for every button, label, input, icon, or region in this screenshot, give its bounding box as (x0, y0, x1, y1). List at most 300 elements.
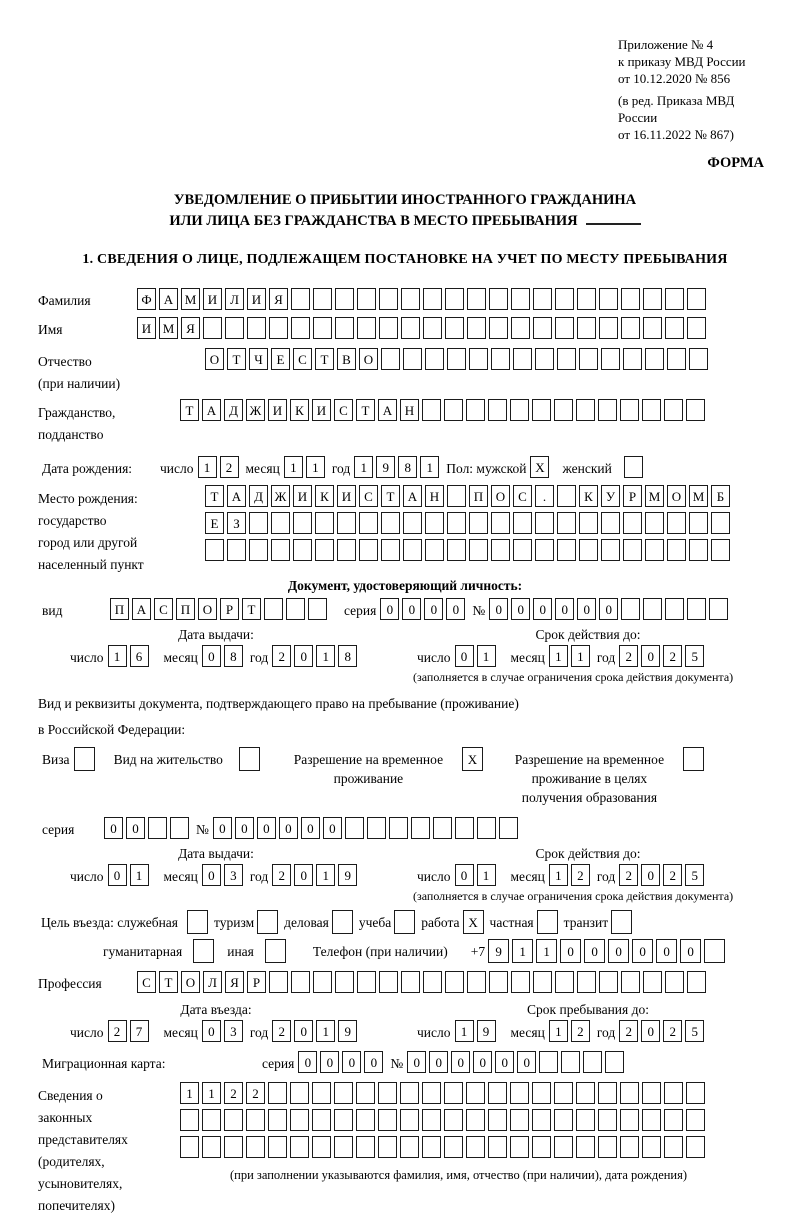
form-cell[interactable] (687, 288, 706, 310)
form-cell[interactable]: 2 (663, 864, 682, 886)
form-cell[interactable] (477, 817, 496, 839)
form-cell[interactable]: 1 (316, 645, 335, 667)
form-cell[interactable] (469, 512, 488, 534)
form-cell[interactable]: 9 (477, 1020, 496, 1042)
form-cell[interactable]: 0 (517, 1051, 536, 1073)
form-cell[interactable] (205, 539, 224, 561)
form-cell[interactable] (689, 348, 708, 370)
form-cell[interactable]: О (491, 485, 510, 507)
form-cell[interactable] (621, 317, 640, 339)
form-cell[interactable]: Е (205, 512, 224, 534)
form-cell[interactable]: 0 (560, 939, 581, 963)
form-cell[interactable] (532, 1109, 551, 1131)
form-cell[interactable] (513, 348, 532, 370)
form-cell[interactable] (488, 1082, 507, 1104)
form-cell[interactable]: 9 (376, 456, 395, 478)
form-cell[interactable] (620, 1136, 639, 1158)
form-cell[interactable] (532, 399, 551, 421)
form-cell[interactable]: 1 (316, 1020, 335, 1042)
form-cell[interactable]: 0 (402, 598, 421, 620)
form-cell[interactable] (554, 399, 573, 421)
form-cell[interactable]: 2 (272, 1020, 291, 1042)
form-cell[interactable] (356, 1082, 375, 1104)
form-cell[interactable]: 0 (294, 864, 313, 886)
form-cell[interactable] (444, 1082, 463, 1104)
form-cell[interactable]: Ч (249, 348, 268, 370)
form-cell[interactable] (291, 971, 310, 993)
form-cell[interactable]: 2 (571, 864, 590, 886)
form-cell[interactable]: И (137, 317, 156, 339)
form-cell[interactable] (359, 539, 378, 561)
form-cell[interactable]: 0 (641, 645, 660, 667)
form-cell[interactable]: 0 (455, 864, 474, 886)
form-cell[interactable] (623, 512, 642, 534)
form-cell[interactable]: 3 (224, 864, 243, 886)
form-cell[interactable] (642, 1082, 661, 1104)
form-cell[interactable]: 0 (213, 817, 232, 839)
form-cell[interactable] (423, 971, 442, 993)
form-cell[interactable] (554, 1109, 573, 1131)
form-cell[interactable] (645, 539, 664, 561)
form-cell[interactable] (535, 348, 554, 370)
form-cell[interactable] (269, 971, 288, 993)
form-cell[interactable] (510, 1136, 529, 1158)
form-cell[interactable] (686, 1136, 705, 1158)
form-cell[interactable]: Б (711, 485, 730, 507)
form-cell[interactable] (620, 1109, 639, 1131)
form-cell[interactable]: 9 (338, 1020, 357, 1042)
form-cell[interactable] (579, 539, 598, 561)
form-cell[interactable] (269, 317, 288, 339)
form-cell[interactable] (447, 348, 466, 370)
form-cell[interactable]: 2 (272, 864, 291, 886)
form-cell[interactable]: 5 (685, 1020, 704, 1042)
form-cell[interactable]: 2 (619, 864, 638, 886)
form-cell[interactable] (381, 512, 400, 534)
form-cell[interactable] (422, 1136, 441, 1158)
form-cell[interactable]: И (293, 485, 312, 507)
form-cell[interactable] (291, 317, 310, 339)
form-cell[interactable] (499, 817, 518, 839)
form-cell[interactable]: У (601, 485, 620, 507)
form-cell[interactable] (389, 817, 408, 839)
form-cell[interactable] (665, 288, 684, 310)
form-cell[interactable]: К (290, 399, 309, 421)
form-cell[interactable]: 0 (680, 939, 701, 963)
form-cell[interactable] (249, 539, 268, 561)
form-cell[interactable] (621, 598, 640, 620)
form-cell[interactable] (345, 817, 364, 839)
form-cell[interactable]: 1 (130, 864, 149, 886)
form-cell[interactable] (422, 399, 441, 421)
form-cell[interactable]: Т (227, 348, 246, 370)
form-cell[interactable] (621, 971, 640, 993)
form-cell[interactable] (445, 288, 464, 310)
form-cell[interactable]: 1 (512, 939, 533, 963)
form-cell[interactable]: Т (315, 348, 334, 370)
form-cell[interactable]: 1 (284, 456, 303, 478)
purpose-humanitarian-checkbox[interactable] (193, 939, 214, 963)
form-cell[interactable]: 1 (549, 1020, 568, 1042)
form-cell[interactable] (576, 1082, 595, 1104)
form-cell[interactable] (203, 317, 222, 339)
form-cell[interactable] (665, 598, 684, 620)
form-cell[interactable]: 1 (306, 456, 325, 478)
form-cell[interactable]: 2 (224, 1082, 243, 1104)
form-cell[interactable] (645, 512, 664, 534)
form-cell[interactable] (599, 971, 618, 993)
form-cell[interactable] (357, 317, 376, 339)
purpose-study-checkbox[interactable] (394, 910, 415, 934)
form-cell[interactable] (315, 512, 334, 534)
rvp-edu-checkbox[interactable] (683, 747, 704, 771)
form-cell[interactable] (469, 539, 488, 561)
form-cell[interactable] (511, 317, 530, 339)
form-cell[interactable]: 0 (632, 939, 653, 963)
form-cell[interactable]: 0 (608, 939, 629, 963)
form-cell[interactable] (313, 317, 332, 339)
form-cell[interactable]: В (337, 348, 356, 370)
form-cell[interactable]: 0 (104, 817, 123, 839)
form-cell[interactable] (687, 971, 706, 993)
form-cell[interactable] (423, 317, 442, 339)
form-cell[interactable]: 0 (555, 598, 574, 620)
form-cell[interactable] (686, 1109, 705, 1131)
form-cell[interactable] (148, 817, 167, 839)
form-cell[interactable]: С (359, 485, 378, 507)
form-cell[interactable]: 1 (549, 864, 568, 886)
form-cell[interactable]: А (132, 598, 151, 620)
form-cell[interactable] (554, 1082, 573, 1104)
form-cell[interactable] (689, 512, 708, 534)
visa-checkbox[interactable] (74, 747, 95, 771)
form-cell[interactable]: Я (181, 317, 200, 339)
form-cell[interactable] (533, 971, 552, 993)
form-cell[interactable] (491, 539, 510, 561)
form-cell[interactable]: К (315, 485, 334, 507)
form-cell[interactable]: 2 (220, 456, 239, 478)
form-cell[interactable]: 1 (180, 1082, 199, 1104)
form-cell[interactable]: С (513, 485, 532, 507)
form-cell[interactable]: И (268, 399, 287, 421)
form-cell[interactable]: 0 (584, 939, 605, 963)
form-cell[interactable] (246, 1136, 265, 1158)
form-cell[interactable] (271, 539, 290, 561)
form-cell[interactable]: И (203, 288, 222, 310)
form-cell[interactable] (576, 1136, 595, 1158)
form-cell[interactable] (532, 1136, 551, 1158)
form-cell[interactable]: А (403, 485, 422, 507)
form-cell[interactable]: 0 (511, 598, 530, 620)
form-cell[interactable] (579, 348, 598, 370)
form-cell[interactable]: Ж (246, 399, 265, 421)
form-cell[interactable] (315, 539, 334, 561)
form-cell[interactable] (400, 1136, 419, 1158)
form-cell[interactable] (711, 512, 730, 534)
form-cell[interactable]: К (579, 485, 598, 507)
form-cell[interactable]: 9 (338, 864, 357, 886)
form-cell[interactable] (623, 348, 642, 370)
form-cell[interactable] (400, 1109, 419, 1131)
form-cell[interactable] (687, 317, 706, 339)
form-cell[interactable]: О (198, 598, 217, 620)
form-cell[interactable] (227, 539, 246, 561)
form-cell[interactable] (356, 1109, 375, 1131)
form-cell[interactable] (290, 1109, 309, 1131)
form-cell[interactable] (444, 1136, 463, 1158)
form-cell[interactable]: М (689, 485, 708, 507)
form-cell[interactable] (401, 317, 420, 339)
form-cell[interactable] (643, 288, 662, 310)
form-cell[interactable] (555, 317, 574, 339)
form-cell[interactable]: 1 (549, 645, 568, 667)
form-cell[interactable]: 0 (342, 1051, 361, 1073)
sex-female-checkbox[interactable] (624, 456, 643, 478)
form-cell[interactable]: 2 (619, 1020, 638, 1042)
form-cell[interactable]: 1 (202, 1082, 221, 1104)
form-cell[interactable] (293, 512, 312, 534)
form-cell[interactable] (447, 539, 466, 561)
form-cell[interactable]: 0 (656, 939, 677, 963)
form-cell[interactable] (511, 288, 530, 310)
form-cell[interactable]: 5 (685, 645, 704, 667)
form-cell[interactable] (381, 539, 400, 561)
form-cell[interactable]: П (176, 598, 195, 620)
purpose-other-checkbox[interactable] (265, 939, 286, 963)
form-cell[interactable] (533, 317, 552, 339)
form-cell[interactable]: 0 (407, 1051, 426, 1073)
form-cell[interactable] (620, 399, 639, 421)
form-cell[interactable]: 0 (108, 864, 127, 886)
form-cell[interactable] (686, 1082, 705, 1104)
form-cell[interactable]: 0 (641, 1020, 660, 1042)
form-cell[interactable] (557, 485, 576, 507)
form-cell[interactable] (357, 288, 376, 310)
form-cell[interactable] (249, 512, 268, 534)
form-cell[interactable] (202, 1136, 221, 1158)
form-cell[interactable] (466, 1136, 485, 1158)
form-cell[interactable] (576, 399, 595, 421)
form-cell[interactable] (291, 288, 310, 310)
form-cell[interactable]: М (181, 288, 200, 310)
form-cell[interactable] (247, 317, 266, 339)
form-cell[interactable] (170, 817, 189, 839)
form-cell[interactable]: 1 (316, 864, 335, 886)
form-cell[interactable] (379, 971, 398, 993)
residence-permit-checkbox[interactable] (239, 747, 260, 771)
form-cell[interactable]: 0 (298, 1051, 317, 1073)
form-cell[interactable]: 0 (455, 645, 474, 667)
purpose-transit-checkbox[interactable] (611, 910, 632, 934)
form-cell[interactable]: 7 (130, 1020, 149, 1042)
form-cell[interactable] (422, 1109, 441, 1131)
form-cell[interactable]: Т (242, 598, 261, 620)
form-cell[interactable] (489, 288, 508, 310)
form-cell[interactable] (687, 598, 706, 620)
form-cell[interactable]: 0 (320, 1051, 339, 1073)
form-cell[interactable] (356, 1136, 375, 1158)
form-cell[interactable]: 0 (257, 817, 276, 839)
form-cell[interactable] (642, 399, 661, 421)
form-cell[interactable] (312, 1109, 331, 1131)
form-cell[interactable] (557, 539, 576, 561)
form-cell[interactable]: Р (247, 971, 266, 993)
form-cell[interactable]: 5 (685, 864, 704, 886)
form-cell[interactable] (555, 971, 574, 993)
form-cell[interactable]: Т (356, 399, 375, 421)
form-cell[interactable]: 2 (663, 1020, 682, 1042)
form-cell[interactable]: 0 (424, 598, 443, 620)
form-cell[interactable] (686, 399, 705, 421)
form-cell[interactable] (264, 598, 283, 620)
form-cell[interactable] (312, 1136, 331, 1158)
form-cell[interactable]: О (667, 485, 686, 507)
form-cell[interactable] (489, 317, 508, 339)
form-cell[interactable] (401, 288, 420, 310)
form-cell[interactable]: А (227, 485, 246, 507)
form-cell[interactable] (642, 1136, 661, 1158)
form-cell[interactable]: 3 (224, 1020, 243, 1042)
form-cell[interactable]: Л (203, 971, 222, 993)
form-cell[interactable]: 8 (224, 645, 243, 667)
form-cell[interactable] (598, 1109, 617, 1131)
form-cell[interactable] (447, 512, 466, 534)
form-cell[interactable] (709, 598, 728, 620)
form-cell[interactable] (268, 1082, 287, 1104)
form-cell[interactable]: О (205, 348, 224, 370)
form-cell[interactable] (334, 1082, 353, 1104)
form-cell[interactable] (313, 288, 332, 310)
form-cell[interactable]: 0 (446, 598, 465, 620)
form-cell[interactable]: 1 (420, 456, 439, 478)
form-cell[interactable]: 0 (577, 598, 596, 620)
form-cell[interactable] (513, 512, 532, 534)
form-cell[interactable]: О (181, 971, 200, 993)
form-cell[interactable]: 1 (571, 645, 590, 667)
form-cell[interactable]: И (247, 288, 266, 310)
form-cell[interactable] (664, 1082, 683, 1104)
form-cell[interactable]: 0 (202, 864, 221, 886)
form-cell[interactable]: 0 (429, 1051, 448, 1073)
form-cell[interactable]: Н (425, 485, 444, 507)
form-cell[interactable]: 0 (380, 598, 399, 620)
form-cell[interactable]: Л (225, 288, 244, 310)
form-cell[interactable] (357, 971, 376, 993)
form-cell[interactable] (620, 1082, 639, 1104)
form-cell[interactable]: . (535, 485, 554, 507)
form-cell[interactable] (577, 288, 596, 310)
form-cell[interactable] (308, 598, 327, 620)
purpose-business-checkbox[interactable] (332, 910, 353, 934)
form-cell[interactable]: 0 (451, 1051, 470, 1073)
form-cell[interactable] (665, 317, 684, 339)
form-cell[interactable]: 2 (272, 645, 291, 667)
form-cell[interactable]: 0 (294, 1020, 313, 1042)
form-cell[interactable]: 6 (130, 645, 149, 667)
form-cell[interactable] (337, 539, 356, 561)
form-cell[interactable] (466, 1109, 485, 1131)
form-cell[interactable] (535, 539, 554, 561)
form-cell[interactable] (599, 317, 618, 339)
form-cell[interactable] (445, 971, 464, 993)
form-cell[interactable] (489, 971, 508, 993)
form-cell[interactable] (400, 1082, 419, 1104)
form-cell[interactable] (598, 399, 617, 421)
form-cell[interactable] (667, 348, 686, 370)
form-cell[interactable]: 0 (323, 817, 342, 839)
form-cell[interactable]: 0 (202, 645, 221, 667)
form-cell[interactable] (286, 598, 305, 620)
form-cell[interactable]: 2 (571, 1020, 590, 1042)
form-cell[interactable]: 0 (364, 1051, 383, 1073)
form-cell[interactable] (664, 1109, 683, 1131)
form-cell[interactable] (510, 1082, 529, 1104)
form-cell[interactable]: 8 (398, 456, 417, 478)
form-cell[interactable] (367, 817, 386, 839)
form-cell[interactable] (598, 1082, 617, 1104)
form-cell[interactable] (224, 1109, 243, 1131)
form-cell[interactable] (466, 399, 485, 421)
form-cell[interactable]: 1 (354, 456, 373, 478)
form-cell[interactable] (467, 317, 486, 339)
form-cell[interactable] (290, 1136, 309, 1158)
form-cell[interactable] (180, 1136, 199, 1158)
form-cell[interactable]: А (202, 399, 221, 421)
form-cell[interactable] (467, 288, 486, 310)
form-cell[interactable] (664, 1136, 683, 1158)
form-cell[interactable]: 0 (279, 817, 298, 839)
form-cell[interactable] (379, 317, 398, 339)
form-cell[interactable] (378, 1082, 397, 1104)
form-cell[interactable] (334, 1109, 353, 1131)
form-cell[interactable] (557, 348, 576, 370)
form-cell[interactable] (335, 317, 354, 339)
form-cell[interactable] (313, 971, 332, 993)
form-cell[interactable] (711, 539, 730, 561)
form-cell[interactable] (378, 1109, 397, 1131)
form-cell[interactable] (533, 288, 552, 310)
form-cell[interactable] (667, 539, 686, 561)
purpose-private-checkbox[interactable] (537, 910, 558, 934)
form-cell[interactable]: 0 (495, 1051, 514, 1073)
form-cell[interactable] (665, 971, 684, 993)
form-cell[interactable] (643, 971, 662, 993)
form-cell[interactable]: Н (400, 399, 419, 421)
form-cell[interactable] (642, 1109, 661, 1131)
form-cell[interactable]: 0 (533, 598, 552, 620)
form-cell[interactable] (455, 817, 474, 839)
form-cell[interactable]: 0 (126, 817, 145, 839)
form-cell[interactable] (444, 399, 463, 421)
purpose-official-checkbox[interactable] (187, 910, 208, 934)
form-cell[interactable] (605, 1051, 624, 1073)
form-cell[interactable] (664, 399, 683, 421)
form-cell[interactable]: М (159, 317, 178, 339)
form-cell[interactable] (433, 817, 452, 839)
form-cell[interactable] (601, 539, 620, 561)
form-cell[interactable]: 2 (663, 645, 682, 667)
form-cell[interactable] (422, 1082, 441, 1104)
form-cell[interactable] (576, 1109, 595, 1131)
form-cell[interactable]: Д (224, 399, 243, 421)
form-cell[interactable] (601, 512, 620, 534)
form-cell[interactable] (510, 1109, 529, 1131)
form-cell[interactable]: Т (159, 971, 178, 993)
form-cell[interactable]: 1 (198, 456, 217, 478)
form-cell[interactable]: 0 (235, 817, 254, 839)
form-cell[interactable]: О (359, 348, 378, 370)
form-cell[interactable] (425, 512, 444, 534)
